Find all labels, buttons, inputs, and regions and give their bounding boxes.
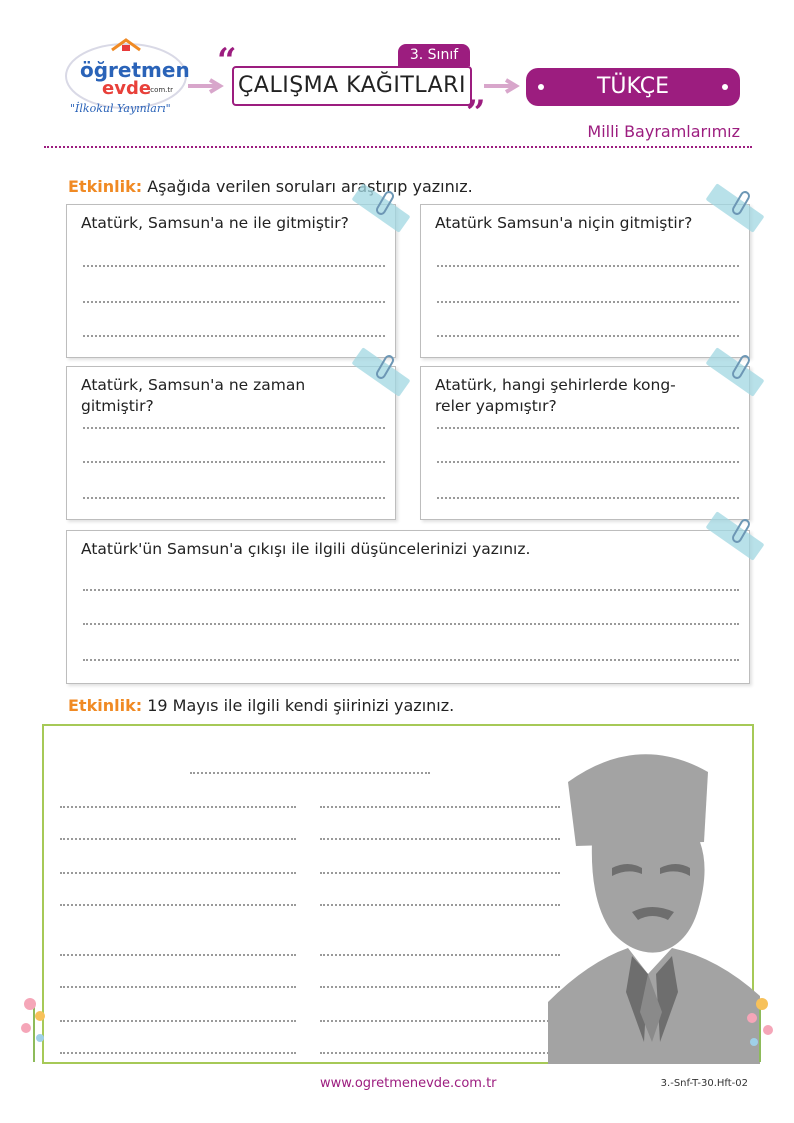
poem-line[interactable] bbox=[60, 904, 296, 906]
poem-line[interactable] bbox=[60, 1052, 296, 1054]
question-text: Atatürk Samsun'a niçin gitmiştir? bbox=[435, 214, 693, 232]
poem-line[interactable] bbox=[320, 806, 560, 808]
question-card-3 bbox=[66, 366, 396, 520]
answer-line[interactable] bbox=[83, 461, 385, 463]
close-quote: ” bbox=[466, 93, 486, 133]
header-divider bbox=[44, 146, 752, 148]
ataturk-portrait-illustration bbox=[548, 742, 760, 1064]
poem-line[interactable] bbox=[60, 954, 296, 956]
dot-icon bbox=[722, 84, 728, 90]
answer-line[interactable] bbox=[83, 623, 739, 625]
answer-line[interactable] bbox=[83, 589, 739, 591]
poem-line[interactable] bbox=[60, 806, 296, 808]
poem-line[interactable] bbox=[60, 872, 296, 874]
answer-line[interactable] bbox=[83, 301, 385, 303]
answer-line[interactable] bbox=[437, 265, 739, 267]
question-text: Atatürk, Samsun'a ne ile gitmiştir? bbox=[81, 214, 349, 232]
activity2-instruction bbox=[68, 696, 454, 715]
footer-url[interactable]: www.ogretmenevde.com.tr bbox=[320, 1076, 497, 1091]
flower-icon bbox=[740, 986, 780, 1066]
brand-logo: öğretmen evde .com.tr "İlkokul Yayınları" bbox=[62, 36, 190, 122]
subject-label: TÜKÇE bbox=[596, 74, 670, 99]
activity1-instruction bbox=[68, 177, 473, 196]
arrow-right-icon bbox=[482, 76, 522, 96]
poem-line[interactable] bbox=[60, 1020, 296, 1022]
open-quote: “ bbox=[217, 41, 237, 81]
activity-label: Etkinlik: bbox=[68, 696, 143, 715]
question-text: Atatürk, hangi şehirlerde kong- reler yapmıştır? bbox=[435, 376, 676, 415]
activity-text: Aşağıda verilen soruları araştırıp yazınız. bbox=[147, 177, 473, 196]
question-text: Atatürk'ün Samsun'a çıkışı ile ilgili düşüncelerinizi yazınız. bbox=[81, 540, 531, 558]
topic-title: Milli Bayramlarımız bbox=[587, 122, 740, 141]
poem-title-line[interactable] bbox=[190, 772, 430, 774]
answer-line[interactable] bbox=[437, 461, 739, 463]
answer-line[interactable] bbox=[437, 335, 739, 337]
answer-line[interactable] bbox=[437, 301, 739, 303]
question-card-1 bbox=[66, 204, 396, 358]
answer-line[interactable] bbox=[83, 335, 385, 337]
flower-icon bbox=[14, 986, 54, 1066]
poem-line[interactable] bbox=[320, 986, 560, 988]
page-title: ÇALIŞMA KAĞITLARI bbox=[232, 66, 472, 106]
answer-line[interactable] bbox=[437, 427, 739, 429]
dot-icon bbox=[538, 84, 544, 90]
answer-line[interactable] bbox=[437, 497, 739, 499]
poem-line[interactable] bbox=[320, 904, 560, 906]
activity-label: Etkinlik: bbox=[68, 177, 143, 196]
footer-code: 3.-Snf-T-30.Hft-02 bbox=[660, 1078, 748, 1089]
question-card-5 bbox=[66, 530, 750, 684]
poem-line[interactable] bbox=[320, 1020, 560, 1022]
poem-line[interactable] bbox=[60, 986, 296, 988]
poem-line[interactable] bbox=[60, 838, 296, 840]
answer-line[interactable] bbox=[83, 497, 385, 499]
answer-line[interactable] bbox=[83, 265, 385, 267]
grade-tab: 3. Sınıf bbox=[398, 44, 470, 66]
subject-pill bbox=[526, 68, 740, 106]
poem-line[interactable] bbox=[320, 1052, 560, 1054]
question-text: Atatürk, Samsun'a ne zaman gitmiştir? bbox=[81, 376, 306, 415]
answer-line[interactable] bbox=[83, 427, 385, 429]
question-card-2 bbox=[420, 204, 750, 358]
question-card-4 bbox=[420, 366, 750, 520]
answer-line[interactable] bbox=[83, 659, 739, 661]
poem-line[interactable] bbox=[320, 872, 560, 874]
poem-line[interactable] bbox=[320, 838, 560, 840]
poem-line[interactable] bbox=[320, 954, 560, 956]
activity-text: 19 Mayıs ile ilgili kendi şiirinizi yazınız. bbox=[147, 696, 455, 715]
